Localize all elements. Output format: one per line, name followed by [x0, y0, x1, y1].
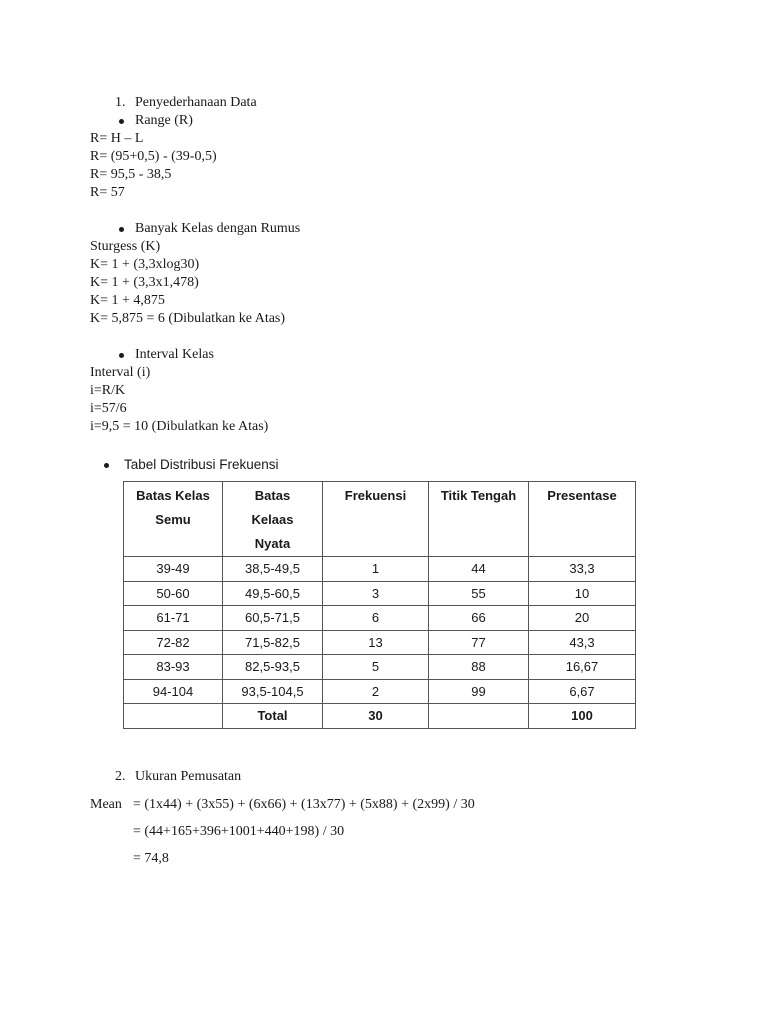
- table-cell: 38,5-49,5: [223, 557, 323, 582]
- interval-heading: Interval Kelas: [135, 347, 214, 362]
- table-cell: [429, 704, 529, 729]
- kelas-line: K= 1 + (3,3xlog30): [90, 257, 200, 272]
- table-cell: [124, 704, 223, 729]
- table-row: [124, 630, 636, 655]
- table-cell: 6: [323, 606, 429, 631]
- mean-formula-line: = (44+165+396+1001+440+198) / 30: [133, 824, 345, 839]
- table-cell: Total: [223, 704, 323, 729]
- table-cell: 5: [323, 655, 429, 680]
- table-cell: 61-71: [124, 606, 223, 631]
- column-header: Frekuensi: [323, 482, 429, 557]
- range-line: R= (95+0,5) - (39-0,5): [90, 149, 217, 164]
- kelas-line: Sturgess (K): [90, 239, 161, 254]
- kelas-line: K= 1 + (3,3x1,478): [90, 275, 199, 290]
- table-cell: 43,3: [529, 630, 636, 655]
- column-header: Titik Tengah: [429, 482, 529, 557]
- table-cell: 49,5-60,5: [223, 581, 323, 606]
- table-row: [124, 606, 636, 631]
- table-cell: 20: [529, 606, 636, 631]
- interval-line: i=57/6: [90, 401, 127, 416]
- interval-line: i=R/K: [90, 383, 126, 398]
- table-cell: 13: [323, 630, 429, 655]
- table-row: [124, 655, 636, 680]
- table-cell: 94-104: [124, 679, 223, 704]
- table-cell: 1: [323, 557, 429, 582]
- table-cell: 71,5-82,5: [223, 630, 323, 655]
- table-cell: 72-82: [124, 630, 223, 655]
- table-cell: 2: [323, 679, 429, 704]
- mean-result-line: = 74,8: [133, 851, 169, 866]
- interval-line: i=9,5 = 10 (Dibulatkan ke Atas): [90, 419, 269, 434]
- section-1-title: Penyederhanaan Data: [135, 95, 257, 110]
- frequency-table: [123, 481, 636, 729]
- table-cell: 39-49: [124, 557, 223, 582]
- table-cell: 16,67: [529, 655, 636, 680]
- table-heading: Tabel Distribusi Frekuensi: [124, 457, 279, 472]
- table-cell: 66: [429, 606, 529, 631]
- section-1-number: 1.: [115, 95, 126, 110]
- mean-formula-line: = (1x44) + (3x55) + (6x66) + (13x77) + (5x88) + (2x99) / 30: [133, 797, 475, 812]
- column-header: Batas Kelas Semu: [124, 482, 223, 557]
- table-cell: 77: [429, 630, 529, 655]
- table-cell: 99: [429, 679, 529, 704]
- section-2-number: 2.: [115, 769, 126, 784]
- mean-label: Mean: [90, 797, 122, 812]
- table-row: [124, 679, 636, 704]
- table-header-row: [124, 482, 636, 557]
- table-cell: 33,3: [529, 557, 636, 582]
- table-cell: 10: [529, 581, 636, 606]
- table-cell: 55: [429, 581, 529, 606]
- kelas-line: K= 1 + 4,875: [90, 293, 165, 308]
- table-cell: 83-93: [124, 655, 223, 680]
- range-heading: Range (R): [135, 113, 193, 128]
- bullet-icon: [119, 353, 124, 358]
- kelas-heading: Banyak Kelas dengan Rumus: [135, 221, 301, 236]
- table-cell: 6,67: [529, 679, 636, 704]
- range-line: R= 57: [90, 185, 125, 200]
- column-header: Presentase: [529, 482, 636, 557]
- section-2-title: Ukuran Pemusatan: [135, 769, 242, 784]
- table-cell: 100: [529, 704, 636, 729]
- bullet-icon: [119, 119, 124, 124]
- table-cell: 3: [323, 581, 429, 606]
- table-cell: 60,5-71,5: [223, 606, 323, 631]
- table-cell: 82,5-93,5: [223, 655, 323, 680]
- table-row: [124, 581, 636, 606]
- table-cell: 44: [429, 557, 529, 582]
- interval-line: Interval (i): [90, 365, 151, 380]
- bullet-icon: [104, 463, 109, 468]
- column-header: Batas Kelaas Nyata: [223, 482, 323, 557]
- table-cell: 50-60: [124, 581, 223, 606]
- range-line: R= H – L: [90, 131, 144, 146]
- table-total-row: [124, 704, 636, 729]
- table-row: [124, 557, 636, 582]
- table-cell: 88: [429, 655, 529, 680]
- kelas-line: K= 5,875 = 6 (Dibulatkan ke Atas): [90, 311, 286, 326]
- range-line: R= 95,5 - 38,5: [90, 167, 172, 182]
- bullet-icon: [119, 227, 124, 232]
- table-cell: 93,5-104,5: [223, 679, 323, 704]
- table-cell: 30: [323, 704, 429, 729]
